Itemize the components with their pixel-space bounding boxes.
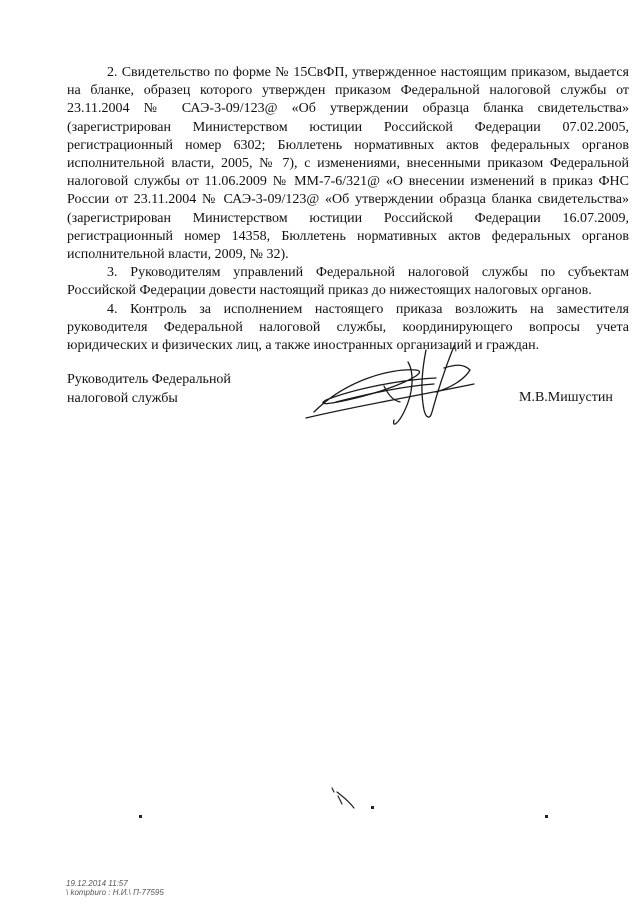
paragraph-3: 3. Руководителям управлений Федеральной налоговой службы по субъектам Российской Федерации довести настоящий приказ до нижестоящих налоговых органов. (67, 265, 629, 299)
check-mark-icon (330, 786, 360, 814)
paragraph-4: 4. Контроль за исполнением настоящего приказа возложить на заместителя руководителя Федеральной налоговой службы, координирующего вопросы учета юридических и физических лиц, а также иностранных организаций и граждан. (67, 301, 629, 354)
scan-dot (139, 815, 142, 818)
signature-icon (296, 340, 496, 430)
print-stamp (66, 879, 164, 897)
signer-name: М.В.Мишустин (519, 390, 613, 405)
print-stamp-line-2: \ kompburo : Н.И.\ П-77595 (66, 888, 164, 897)
scan-dot (371, 806, 374, 809)
signer-title (67, 371, 287, 408)
signer-title-line-1: Руководитель Федеральной (67, 372, 231, 387)
document-body (67, 64, 629, 355)
signer-title-line-2: налоговой службы (67, 390, 178, 406)
print-stamp-line-1: 19.12.2014 11:57 (66, 879, 128, 888)
scan-dot (545, 815, 548, 818)
paragraph-2: 2. Свидетельство по форме № 15СвФП, утвержденное настоящим приказом, выдается на бланке, образец которого утвержден приказом Федеральной налоговой службы от 23.11.2004 № САЭ-3-09/123@ «Об утверждении образца бланка свидетельства» (зарегистрирован Министерством юстиции Российской Федерации 07.02.2005, регистрационный номер 6302; Бюллетень нормативных актов федеральных органов исполнительной власти, 2005, № 7), с изменениями, внесенными приказом Федеральной налоговой службы от 11.06.2009 № ММ-7-6/321@ «О внесении изменений в приказ ФНС России от 23.11.2004 № САЭ-3-09/123@ «Об утверждении образца бланка свидетельства» (зарегистрирован Министерством юстиции Российской Федерации 16.07.2009, регистрационный номер 14358, Бюллетень нормативных актов федеральных органов исполнительной власти, 2009, № 32). (67, 65, 629, 263)
